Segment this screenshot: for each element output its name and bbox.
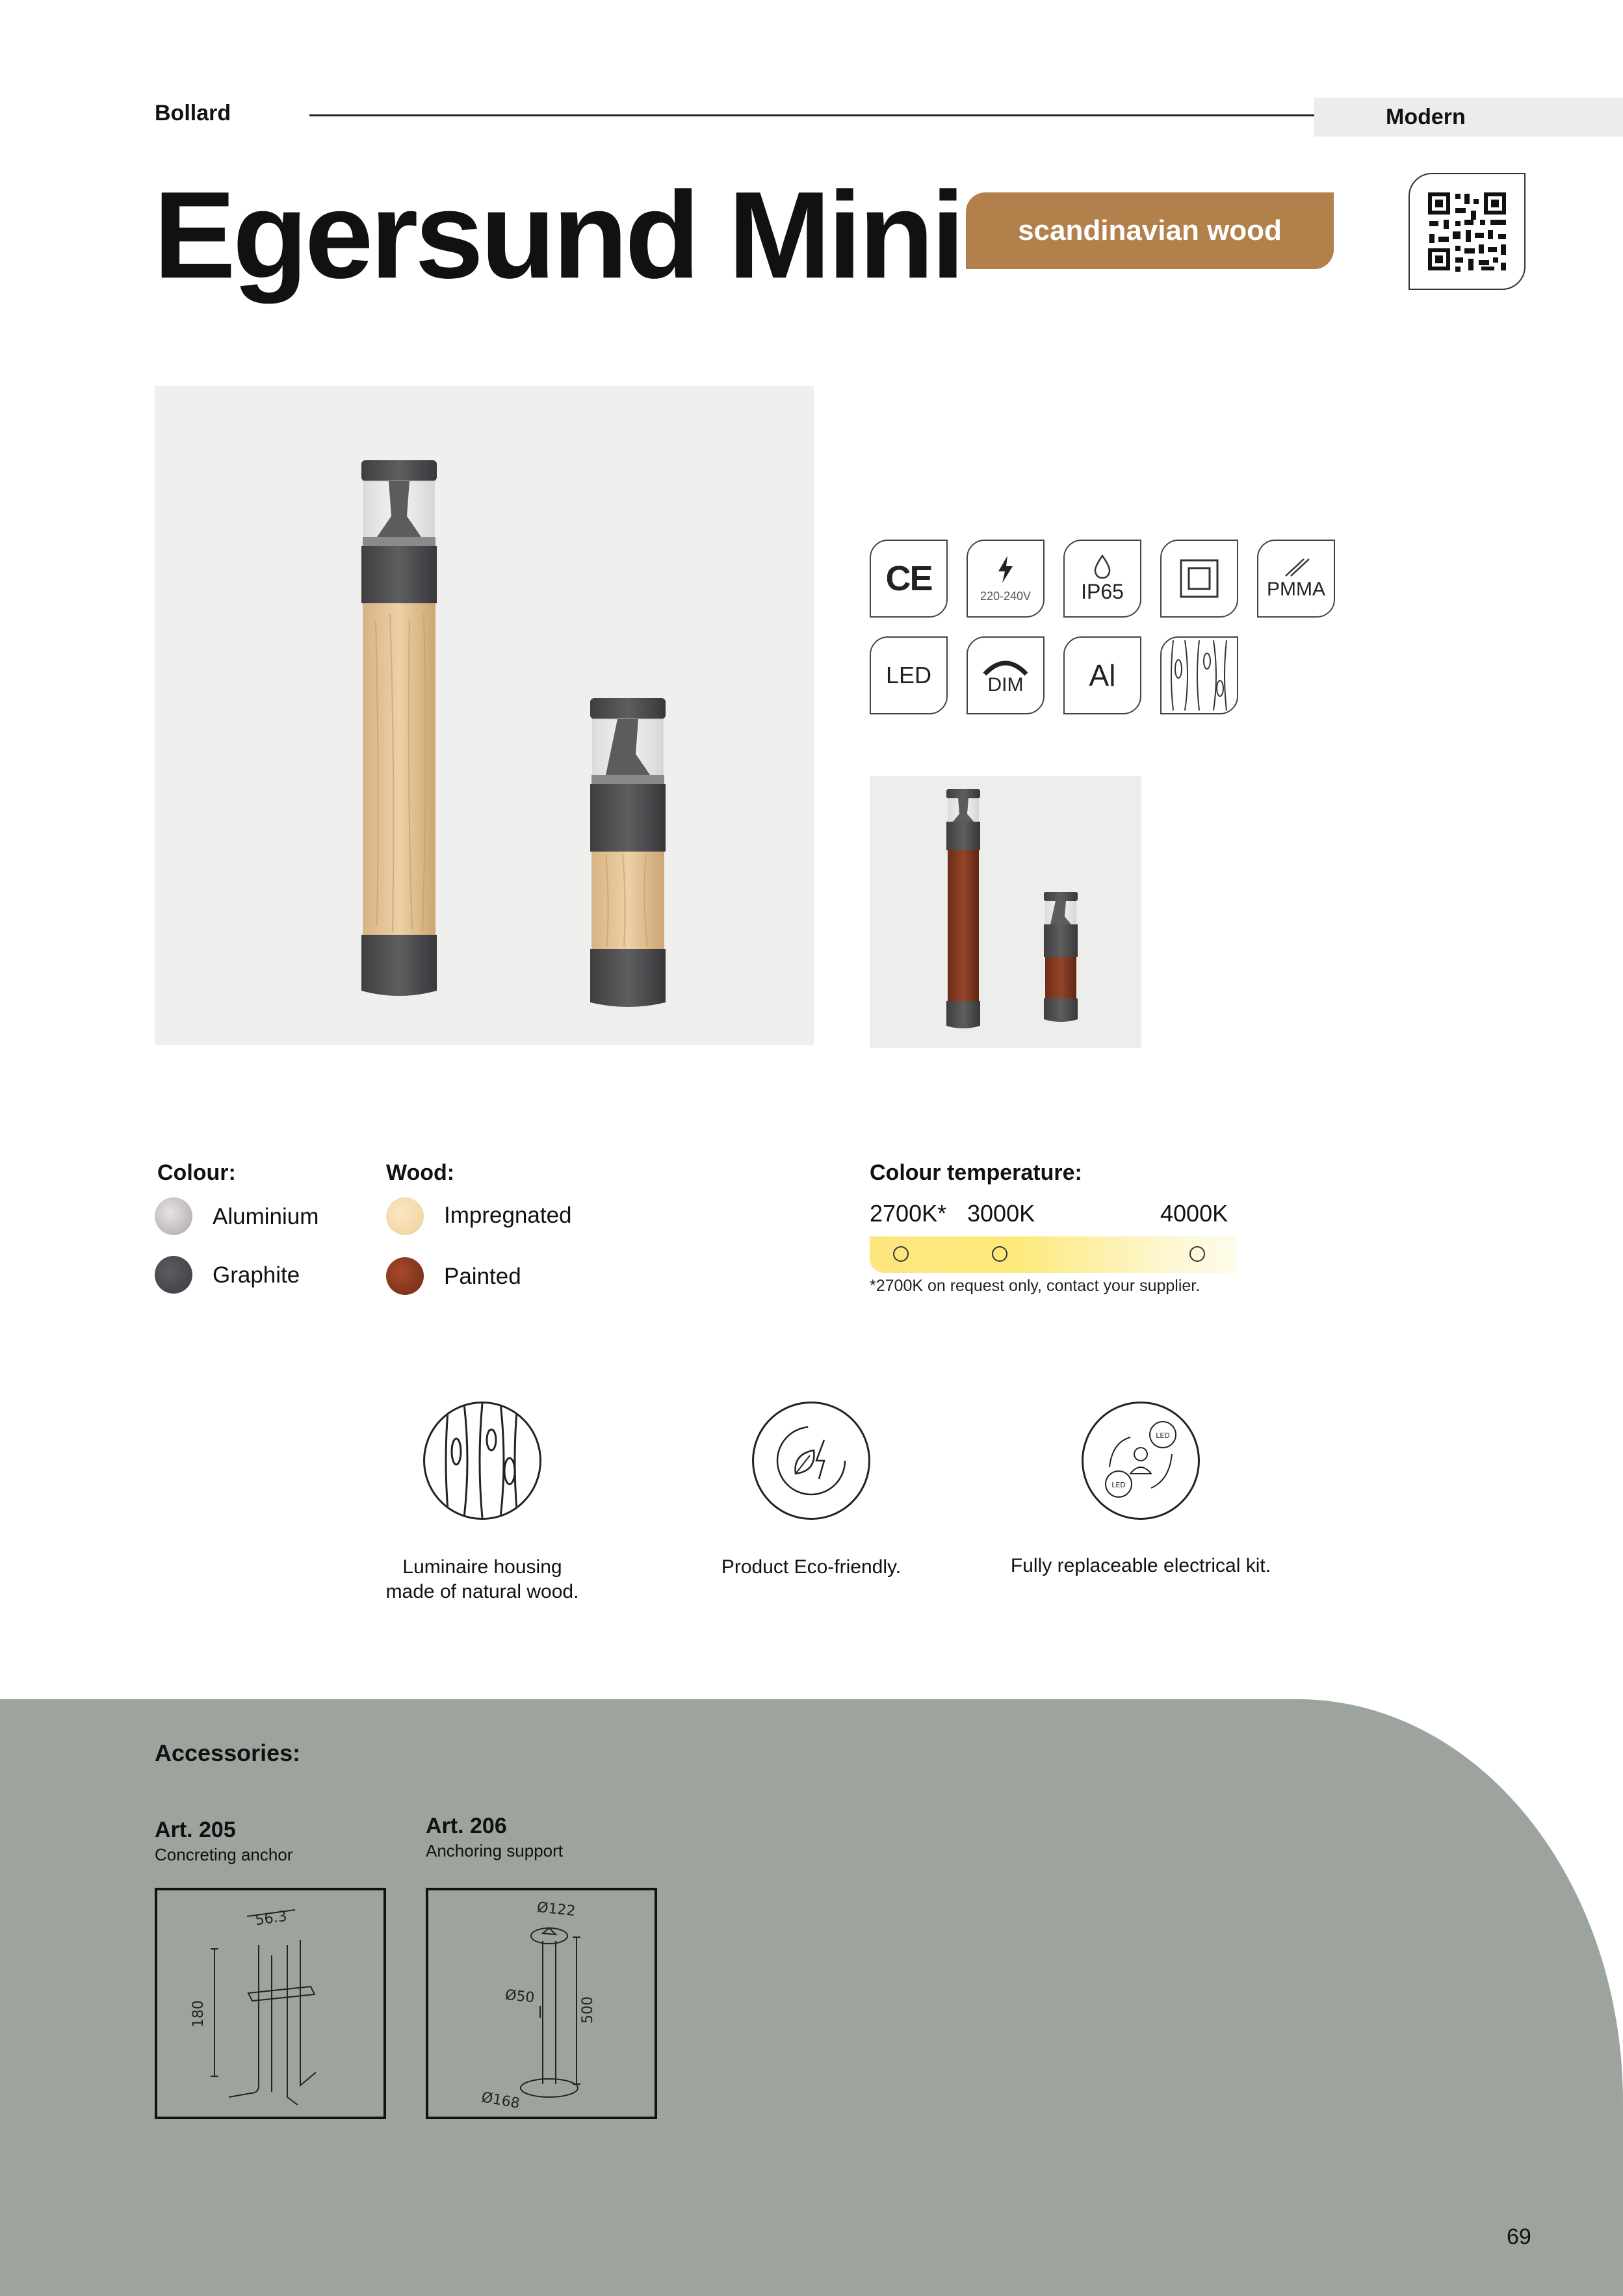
art-205-desc: Concreting anchor — [155, 1845, 293, 1864]
style-tag: Modern — [1314, 98, 1623, 137]
replaceable-kit-icon — [1082, 1402, 1200, 1520]
impregnated-label: Impregnated — [444, 1203, 572, 1228]
led-label: LED — [885, 662, 932, 688]
art-205-drawing[interactable] — [155, 1888, 386, 2119]
ce-mark-label: CE — [885, 559, 932, 598]
painted-swatch[interactable] — [386, 1257, 424, 1295]
art-206-name: Art. 206 — [426, 1814, 507, 1838]
aluminium-label: Aluminium — [213, 1204, 319, 1229]
header-divider — [309, 114, 1314, 116]
wood-title: Wood: — [386, 1160, 455, 1185]
ce-mark-icon — [870, 540, 948, 618]
colour-title: Colour: — [157, 1160, 236, 1185]
art-206-dim-pipe: Ø50 — [504, 1987, 536, 2007]
feature-wood-line2: made of natural wood. — [385, 1581, 579, 1602]
dim-icon — [967, 636, 1045, 714]
main-product-photo — [155, 386, 814, 1045]
svg-text:LED: LED — [1156, 1431, 1170, 1440]
short-painted-bollard — [1044, 892, 1078, 1022]
dim-label: DIM — [987, 674, 1024, 696]
material-badge: scandinavian wood — [966, 192, 1334, 269]
led-icon — [870, 636, 948, 714]
temp-3000-label: 3000K — [967, 1200, 1035, 1227]
temp-4000-label: 4000K — [1160, 1200, 1228, 1227]
svg-text:LED: LED — [1111, 1481, 1126, 1489]
water-drop-icon — [1093, 554, 1112, 580]
accessories-title: Accessories: — [155, 1740, 301, 1766]
wood-grain-icon — [1160, 636, 1238, 714]
painted-label: Painted — [444, 1264, 521, 1289]
page-number: 69 — [1507, 2224, 1531, 2249]
class-ii-icon — [1160, 540, 1238, 618]
art-206-desc: Anchoring support — [426, 1841, 564, 1860]
wood-housing-icon — [423, 1402, 541, 1520]
temp-2700-option[interactable] — [893, 1246, 909, 1262]
art-205-dim-width: 56.3 — [254, 1908, 289, 1929]
feature-wood-line1: Luminaire housing — [402, 1556, 562, 1578]
art-206-dim-top: Ø122 — [536, 1899, 577, 1920]
short-bollard-illustration — [590, 698, 666, 1007]
ip-rating-label: IP65 — [1081, 579, 1124, 603]
art-205-name: Art. 205 — [155, 1818, 236, 1842]
temp-3000-option[interactable] — [992, 1246, 1007, 1262]
feature-kit-text: Fully replaceable electrical kit. — [1010, 1555, 1271, 1576]
art-205-dim-height: 180 — [190, 2000, 207, 2028]
pmma-icon — [1257, 540, 1335, 618]
aluminium-label: Al — [1089, 659, 1116, 692]
aluminium-swatch[interactable] — [155, 1197, 192, 1235]
feature-eco-text: Product Eco-friendly. — [721, 1556, 902, 1578]
temperature-note: *2700K on request only, contact your supplier. — [870, 1277, 1201, 1295]
temp-2700-label: 2700K* — [870, 1200, 947, 1227]
dimmer-arc-icon — [980, 655, 1032, 677]
temperature-bar — [870, 1236, 1236, 1273]
aluminium-icon — [1063, 636, 1141, 714]
category-label: Bollard — [155, 101, 231, 125]
feature-wood-text — [338, 1555, 627, 1604]
tall-painted-bollard — [946, 789, 980, 1028]
graphite-label: Graphite — [213, 1262, 300, 1288]
voltage-label: 220-240V — [980, 589, 1032, 603]
ip-rating-icon — [1063, 540, 1141, 618]
lightning-bolt-icon — [994, 554, 1017, 584]
product-title: Egersund Mini — [153, 166, 962, 304]
eco-leaf-icon — [752, 1402, 870, 1520]
art-206-dim-base: Ø168 — [480, 2089, 521, 2113]
voltage-icon — [967, 540, 1045, 618]
temp-4000-option[interactable] — [1189, 1246, 1205, 1262]
impregnated-swatch[interactable] — [386, 1197, 424, 1235]
qr-code-icon[interactable] — [1409, 173, 1526, 290]
graphite-swatch[interactable] — [155, 1256, 192, 1294]
diffuser-lines-icon — [1280, 556, 1312, 579]
art-206-dim-height: 500 — [580, 1996, 596, 2024]
tall-bollard-illustration — [361, 460, 437, 996]
painted-variant-photo — [870, 776, 1141, 1048]
pmma-label: PMMA — [1267, 579, 1325, 600]
art-206-drawing[interactable] — [426, 1888, 657, 2119]
temperature-title: Colour temperature: — [870, 1160, 1082, 1185]
